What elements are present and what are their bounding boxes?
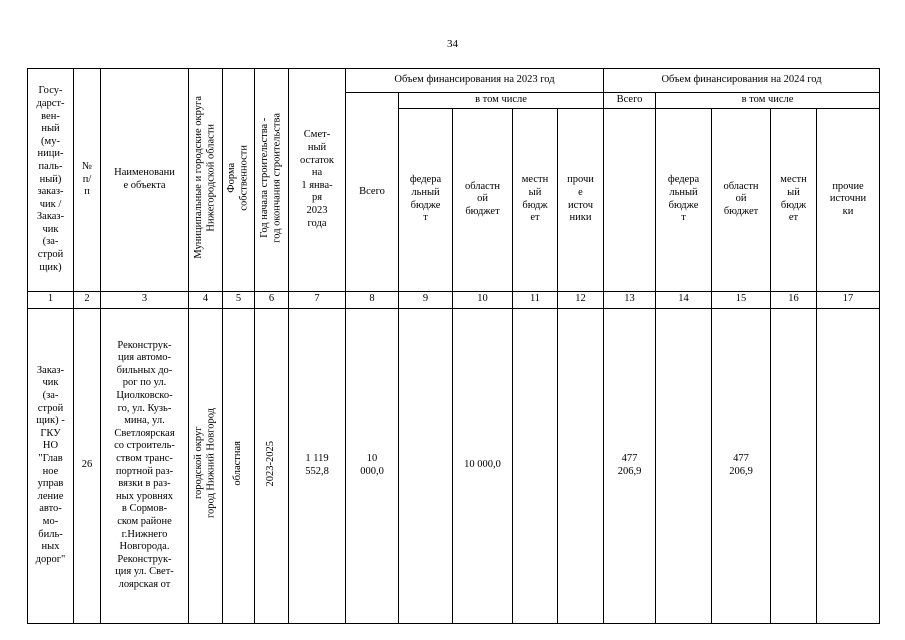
text-line: п [84,186,90,198]
text-line: строй [37,249,64,261]
text-line: 000,0 [360,465,384,477]
page-number: 34 [447,38,458,50]
text-line: Новгорода. [119,541,170,553]
header-other-2024 [817,108,880,291]
row-municipality [189,308,223,623]
text-line: Реконструк- [117,339,172,351]
column-number: 1 [28,291,74,308]
header-local-2024 [771,108,817,291]
row-number: 26 [74,308,101,623]
column-number: 13 [604,291,656,308]
text-line: вен- [41,110,60,122]
text-line: дарст- [36,97,65,109]
text-line: ление [37,490,64,502]
row-years: 2023-2025 [255,308,289,623]
text-line: ных уровнях [116,490,173,502]
row-regional-2024 [712,308,771,623]
text-line: Нижегородской области [205,123,217,232]
text-line: дорог" [35,553,66,565]
text-line: Госу- [38,85,63,97]
text-line: Наименовани [114,167,175,179]
text-line: чик [42,223,59,235]
column-number: 7 [289,291,346,308]
text-line: прочи [567,174,594,186]
text-line: "Глав [38,453,63,464]
financing-table [27,68,880,624]
row-other-2024 [817,308,880,623]
text-line: Заказ- [36,211,65,223]
text-line: бильных до- [116,364,173,376]
header-local-2023 [513,108,558,291]
row-other-2023 [558,308,604,623]
text-line: Муниципальные и городские округа [192,96,204,259]
text-line: 206,9 [617,465,642,477]
text-line: щик) - [36,415,65,427]
text-line: местн [780,174,807,186]
text-line: г.Нижнего [121,528,168,540]
header-total-2024-body [604,108,656,291]
text-line: (за- [42,236,59,248]
header-ownership [223,69,255,292]
text-line: ных [41,541,60,553]
header-regional-2023 [453,108,513,291]
header-federal-2023 [399,108,453,291]
text-line: авто- [39,503,62,515]
text-line: льный [411,187,440,198]
text-line: на [311,167,323,179]
text-line: ки [842,205,854,217]
text-line: ници- [37,148,64,160]
text-line: городской округ [192,427,204,500]
text-line: щик) [39,261,62,273]
text-line: № [81,160,93,172]
row-total-2023 [346,308,399,623]
text-line: года [307,217,327,229]
column-number: 3 [101,291,189,308]
text-line: бюдж [780,199,807,211]
text-line: чик / [39,198,62,210]
text-line: федера [667,174,700,186]
text-line: источни [829,193,867,205]
column-number: 4 [189,291,223,308]
text-line: ый [528,187,542,198]
text-line: ция автомо- [118,352,171,364]
text-line: е [578,187,583,198]
text-line: бюдж [522,199,548,211]
header-financing-2024: Объем финансирования на 2024 год [604,69,880,93]
text-line: ция ул. Свет- [115,566,174,578]
header-customer [28,69,74,292]
text-line: паль- [38,160,63,172]
header-financing-2023: Объем финансирования на 2023 год [346,69,604,93]
text-line: 10 [366,453,378,464]
text-line: ря [311,192,323,204]
text-line: го, ул. Кузь- [117,402,172,414]
text-line: 477 [621,453,638,464]
text-line: местн [521,174,549,186]
column-numbers-row [28,291,880,308]
column-number: 6 [255,291,289,308]
text-line: город Нижний Новгород [205,408,217,519]
row-local-2023 [513,308,558,623]
text-line: (му- [41,135,60,147]
column-number: 9 [399,291,453,308]
row-federal-2024 [656,308,712,623]
text-line: областн [723,180,759,192]
text-line: Светлоярская [114,427,175,439]
text-line: НО [42,440,59,452]
text-line: ный [307,142,327,154]
header-row-number [74,69,101,292]
text-line: мина, ул. [124,415,165,427]
text-line: Реконструк- [117,553,172,565]
text-line: 1 янва- [301,179,333,191]
text-line: лоярская от [118,578,171,590]
column-number: 15 [712,291,771,308]
header-balance [289,69,346,292]
text-line: Смет- [303,129,331,141]
column-number: 16 [771,291,817,308]
text-line: ством транс- [116,453,173,464]
text-line: мо- [42,515,59,527]
row-local-2024 [771,308,817,623]
text-line: Форма [225,162,237,193]
text-line: 477 [733,453,749,464]
text-line: биль- [38,528,63,540]
column-number: 8 [346,291,399,308]
row-customer [28,308,74,623]
row-federal-2023 [399,308,453,623]
text-line: ой [735,193,747,205]
text-line: Заказ- [36,364,65,376]
table-row [28,308,880,623]
text-line: вязки в раз- [118,478,171,490]
text-line: Циолковско- [116,390,173,402]
row-ownership: областная [223,308,255,623]
text-line: бюджет [723,205,759,217]
column-number: 11 [513,291,558,308]
text-line: 2023 [306,204,328,216]
row-balance [289,308,346,623]
header-including-2023: в том числе [399,93,604,109]
text-line: ет [788,212,799,224]
text-line: ники [569,212,592,224]
text-line: бюджет [465,205,500,217]
text-line: рог по ул. [122,377,167,389]
text-line: областн [464,180,501,192]
header-other-2023 [558,108,604,291]
text-line: (за- [42,390,59,402]
text-line: федера [409,174,442,186]
text-line: т [681,212,686,224]
text-line: собственности [238,144,250,211]
column-number: 17 [817,291,880,308]
text-line: остаток [299,154,335,166]
text-line: год окончания строительства [271,112,283,243]
row-total-2024 [604,308,656,623]
text-line: бюдже [410,199,441,211]
text-line: портной раз- [115,465,174,477]
text-line: со строитель- [114,440,175,452]
text-line: чик [42,377,59,389]
text-line: заказ- [37,186,64,198]
text-line: бюдже [668,199,699,211]
text-line: ет [530,212,540,224]
text-line: ное [42,465,59,477]
header-total-2024: Всего [604,93,656,109]
text-line: 552,8 [305,465,329,477]
text-line: ный [41,123,60,135]
column-number: 2 [74,291,101,308]
text-line: т [423,212,428,224]
text-line: п/ [82,173,92,185]
text-line: Год начала строительства - [258,117,270,238]
text-line: прочие [832,180,864,192]
header-total-2023: Всего [346,93,399,292]
text-line: ГКУ [40,427,61,439]
text-line: ой [477,193,488,205]
column-number: 5 [223,291,255,308]
text-line: в Сормов- [121,503,168,515]
text-line: строй [37,402,64,414]
row-regional-2023: 10 000,0 [453,308,513,623]
header-federal-2024 [656,108,712,291]
column-number: 12 [558,291,604,308]
column-number: 10 [453,291,513,308]
text-line: 1 119 [305,453,329,464]
text-line: источ [568,199,593,211]
row-object [101,308,189,623]
header-municipality [189,69,223,292]
text-line: управ [37,478,64,490]
text-line: е объекта [123,179,166,191]
column-number: 14 [656,291,712,308]
text-line: ском районе [117,515,172,527]
text-line: ный) [39,173,62,185]
text-line: 206,9 [729,465,753,477]
header-years [255,69,289,292]
text-line: льный [669,187,698,198]
text-line: ый [787,187,800,198]
header-object-name [101,69,189,292]
header-regional-2024 [712,108,771,291]
header-including-2024: в том числе [656,93,880,109]
